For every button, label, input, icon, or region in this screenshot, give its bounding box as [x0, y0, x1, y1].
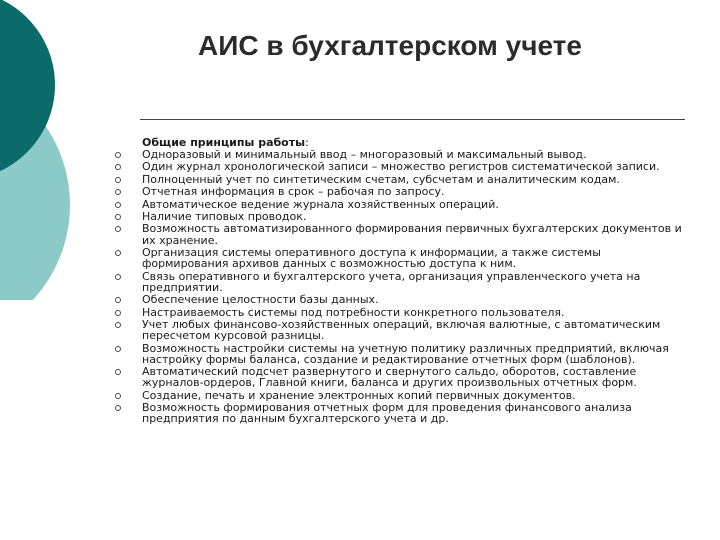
decorative-circles	[0, 0, 80, 300]
list-item-text: Связь оперативного и бухгалтерского учета, организация управленческого учета на предприятии.	[142, 269, 641, 294]
list-item	[110, 366, 690, 388]
list-item-text: Автоматическое ведение журнала хозяйственных операций.	[142, 197, 499, 211]
list-item-text: Возможность автоматизированного формирования первичных бухгалтерских документов и их хранение.	[142, 222, 682, 247]
list-item-text: Возможность формирования отчетных форм для проведения финансового анализа предприятия по данным бухгалтерского учета и др.	[142, 401, 632, 426]
list-item-text: Отчетная информация в срок – рабочая по запросу.	[142, 185, 445, 199]
circle-bullet-icon	[115, 369, 121, 375]
circle-bullet-icon	[115, 274, 121, 280]
list-item-text: Автоматический подсчет развернутого и свернутого сальдо, оборотов, составление журналов-ордеров, Главной книги, баланса и других произвольных отчетных форм.	[142, 365, 637, 390]
list-item	[110, 271, 690, 293]
circle-bullet-icon	[115, 152, 121, 158]
list-item	[110, 319, 690, 341]
list-item	[110, 390, 690, 401]
principles-list	[110, 149, 690, 424]
list-item-text: Полноценный учет по синтетическим счетам, субсчетам и аналитическим кодам.	[142, 172, 620, 186]
slide-content	[110, 136, 690, 426]
list-item-text: Возможность настройки системы на учетную политику различных предприятий, включая настройку формы баланса, создание и редактирование отчетных форм (шаблонов).	[142, 341, 669, 366]
circle-bullet-icon	[115, 189, 121, 195]
circle-bullet-icon	[115, 393, 121, 399]
list-item-text: Одноразовый и минимальный ввод – многоразовый и максимальный вывод.	[142, 148, 587, 161]
circle-bullet-icon	[115, 164, 121, 170]
circle-bullet-icon	[115, 177, 121, 183]
circle-bullet-icon	[115, 214, 121, 220]
title-divider	[140, 119, 685, 120]
slide-title: АИС в бухгалтерском учете	[198, 30, 582, 61]
circle-bullet-icon	[115, 346, 121, 352]
circle-bullet-icon	[115, 322, 121, 328]
list-item	[110, 199, 690, 210]
circle-bullet-icon	[115, 297, 121, 303]
list-item	[110, 211, 690, 222]
circle-bullet-icon	[115, 226, 121, 232]
list-item-text: Создание, печать и хранение электронных копий первичных документов.	[142, 388, 576, 402]
list-item	[110, 223, 690, 245]
list-item-text: Один журнал хронологической записи – множество регистров систематической записи.	[142, 160, 660, 174]
list-item	[110, 294, 690, 305]
list-item	[110, 186, 690, 197]
circle-bullet-icon	[115, 250, 121, 256]
section-heading-label: Общие принципы работы	[142, 136, 306, 149]
list-item-text: Организация системы оперативного доступа к информации, а также системы формирования архивов данных с возможностью доступа к ним.	[142, 245, 601, 271]
list-item-text: Учет любых финансово-хозяйственных операций, включая валютные, с автоматическим пересчетом курсовой разницы.	[142, 317, 661, 343]
list-item	[110, 307, 690, 318]
list-item-text: Наличие типовых проводок.	[142, 209, 307, 223]
list-item	[110, 149, 690, 160]
list-item	[110, 161, 690, 172]
circle-bullet-icon	[115, 310, 121, 316]
list-item	[110, 343, 690, 365]
circle-bullet-icon	[115, 202, 121, 208]
list-item	[110, 174, 690, 185]
section-heading-colon: :	[305, 136, 309, 149]
circle-bullet-icon	[115, 405, 121, 411]
list-item-text: Обеспечение целостности базы данных.	[142, 293, 379, 307]
list-item	[110, 402, 690, 424]
list-item	[110, 247, 690, 269]
list-item-text: Настраиваемость системы под потребности конкретного пользователя.	[142, 305, 565, 319]
